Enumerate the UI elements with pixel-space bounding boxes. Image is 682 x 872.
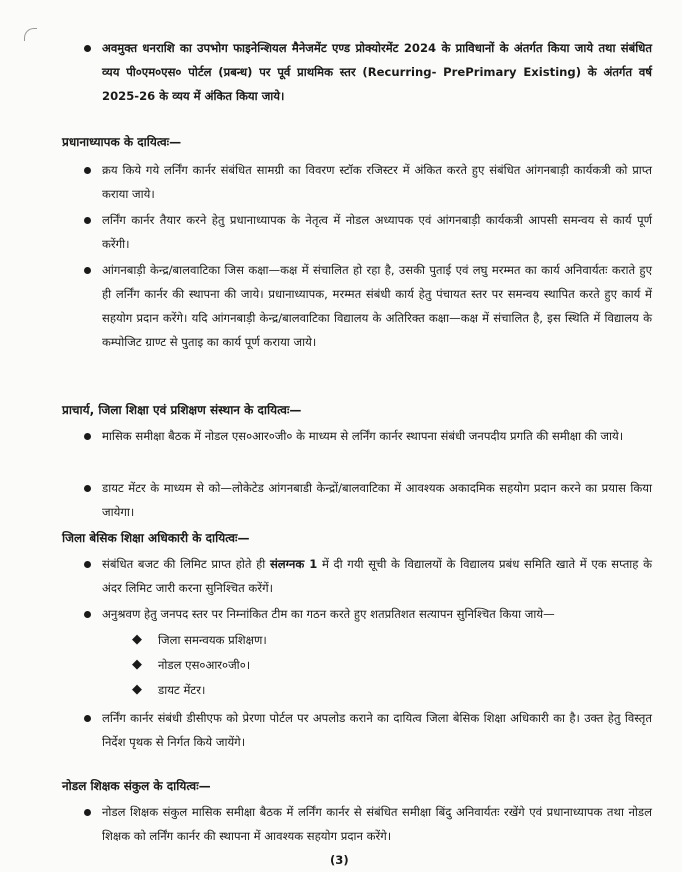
nodal-item-1: नोडल शिक्षक संकुल मासिक समीक्षा बैठक में लर्निंग कार्नर से संबंधित समीक्षा बिंदु अनिवार्यतः रखेंगे एवं प्रधानाध्यापक तथा नोडल शिक्षक को लर्निंग कार्नर की स्थापना में आवश्यक सहयोग प्रदान करेंगे।: [64, 800, 652, 848]
bullet-icon: [84, 485, 91, 492]
nodal-heading: नोडल शिक्षक संकुल के दायित्वः—: [62, 779, 211, 793]
bullet-icon: [84, 611, 91, 618]
bullet-icon: [84, 433, 91, 440]
bsa-subitem-2: ◆ नोडल एस०आर०जी०।: [132, 653, 250, 677]
bullet-icon: [84, 715, 91, 722]
bullet-icon: [84, 267, 91, 274]
bsa-item-3: लर्निंग कार्नर संबंधी डीसीएफ को प्रेरणा पोर्टल पर अपलोड कराने का दायित्व जिला बेसिक शिक्षा अधिकारी का है। उक्त हेतु विस्तृत निर्देश पृथक से निर्गत किये जायेंगे।: [64, 706, 652, 754]
headmaster-item-2: लर्निंग कार्नर तैयार करने हेतु प्रधानाध्यापक के नेतृत्व में नोडल अध्यापक एवं आंगनबाड़ी कार्यकत्री आपसी समन्वय से कार्य पूर्ण करेंगी।: [64, 208, 652, 256]
bsa-item-2: अनुश्रवण हेतु जनपद स्तर पर निम्नांकित टीम का गठन करते हुए शतप्रतिशत सत्यापन सुनिश्चित किया जाये—: [64, 602, 652, 626]
bullet-icon: [84, 217, 91, 224]
intro-text: अवमुक्त धनराशि का उपभोग फाइनेन्शियल मैनेजमेंट एण्ड प्रोक्योरमेंट 2024 के प्राविधानों के अंतर्गत किया जाये तथा संबंधित व्यय पी०एम०एस० पोर्टल (प्रबन्ध) पर पूर्व प्राथमिक स्तर (Recurring- PrePrimary Existing) के अंतर्गत वर्ष 2025-26 के व्यय में अंकित किया जाये।: [102, 41, 652, 103]
principal-item-1: मासिक समीक्षा बैठक में नोडल एस०आर०जी० के माध्यम से लर्निंग कार्नर स्थापना संबंधी जनपदीय प्रगति की समीक्षा की जाये।: [64, 424, 652, 448]
bullet-icon: [84, 45, 91, 52]
bsa-subitem-1: ◆ जिला समन्वयक प्रशिक्षण।: [132, 628, 267, 652]
bullet-icon: [84, 809, 91, 816]
scan-mark: [24, 28, 37, 41]
diamond-bullet-icon: ◆: [132, 632, 142, 647]
intro-bullet: [64, 36, 652, 108]
principal-item-2: डायट मेंटर के माध्यम से को—लोकेटेड आंगनबाडी केन्द्रों/बालवाटिका में आवश्यक अकादमिक सहयोग प्रदान करने का प्रयास किया जायेगा।: [64, 476, 652, 524]
diamond-bullet-icon: ◆: [132, 682, 142, 697]
bullet-icon: [84, 561, 91, 568]
principal-heading: प्राचार्य, जिला शिक्षा एवं प्रशिक्षण संस्थान के दायित्वः—: [62, 403, 302, 417]
bsa-item-1: संबंधित बजट की लिमिट प्राप्त होते ही संलग्नक 1 में दी गयी सूची के विद्यालयों के विद्यालय प्रबंध समिति खाते में एक सप्ताह के अंदर लिमिट जारी करना सुनिश्चित करेंगें।: [64, 552, 652, 600]
headmaster-item-1: क्रय किये गये लर्निंग कार्नर संबंधित सामग्री का विवरण स्टॉक रजिस्टर में अंकित करते हुए संबंधित आंगनबाड़ी कार्यकत्री को प्राप्त कराया जाये।: [64, 158, 652, 206]
page-number: (3): [330, 853, 349, 867]
bsa-subitem-3: ◆ डायट मेंटर।: [132, 678, 205, 702]
headmaster-heading: प्रधानाध्यापक के दायित्वः—: [62, 135, 182, 149]
headmaster-item-3: आंगनबाड़ी केन्द्र/बालवाटिका जिस कक्षा—कक्ष में संचालित हो रहा है, उसकी पुताई एवं लघु मरम्मत का कार्य अनिवार्यतः कराते हुए ही लर्निंग कार्नर की स्थापना की जाये। प्रधानाध्यापक, मरम्मत संबंधी कार्य हेतु पंचायत स्तर पर समन्वय स्थापित करते हुए कार्य में सहयोग प्रदान करेंगे। यदि आंगनबाड़ी केन्द्र/बालवाटिका विद्यालय के अतिरिक्त कक्षा—कक्ष में संचालित है, इस स्थिति में विद्यालय के कम्पोजिट ग्राण्ट से पुताइ का कार्य पूर्ण कराया जाये।: [64, 258, 652, 354]
bullet-icon: [84, 167, 91, 174]
annexure-ref: संलग्नक 1: [269, 557, 318, 571]
bsa-heading: जिला बेसिक शिक्षा अधिकारी के दायित्वः—: [62, 531, 250, 545]
diamond-bullet-icon: ◆: [132, 657, 142, 672]
